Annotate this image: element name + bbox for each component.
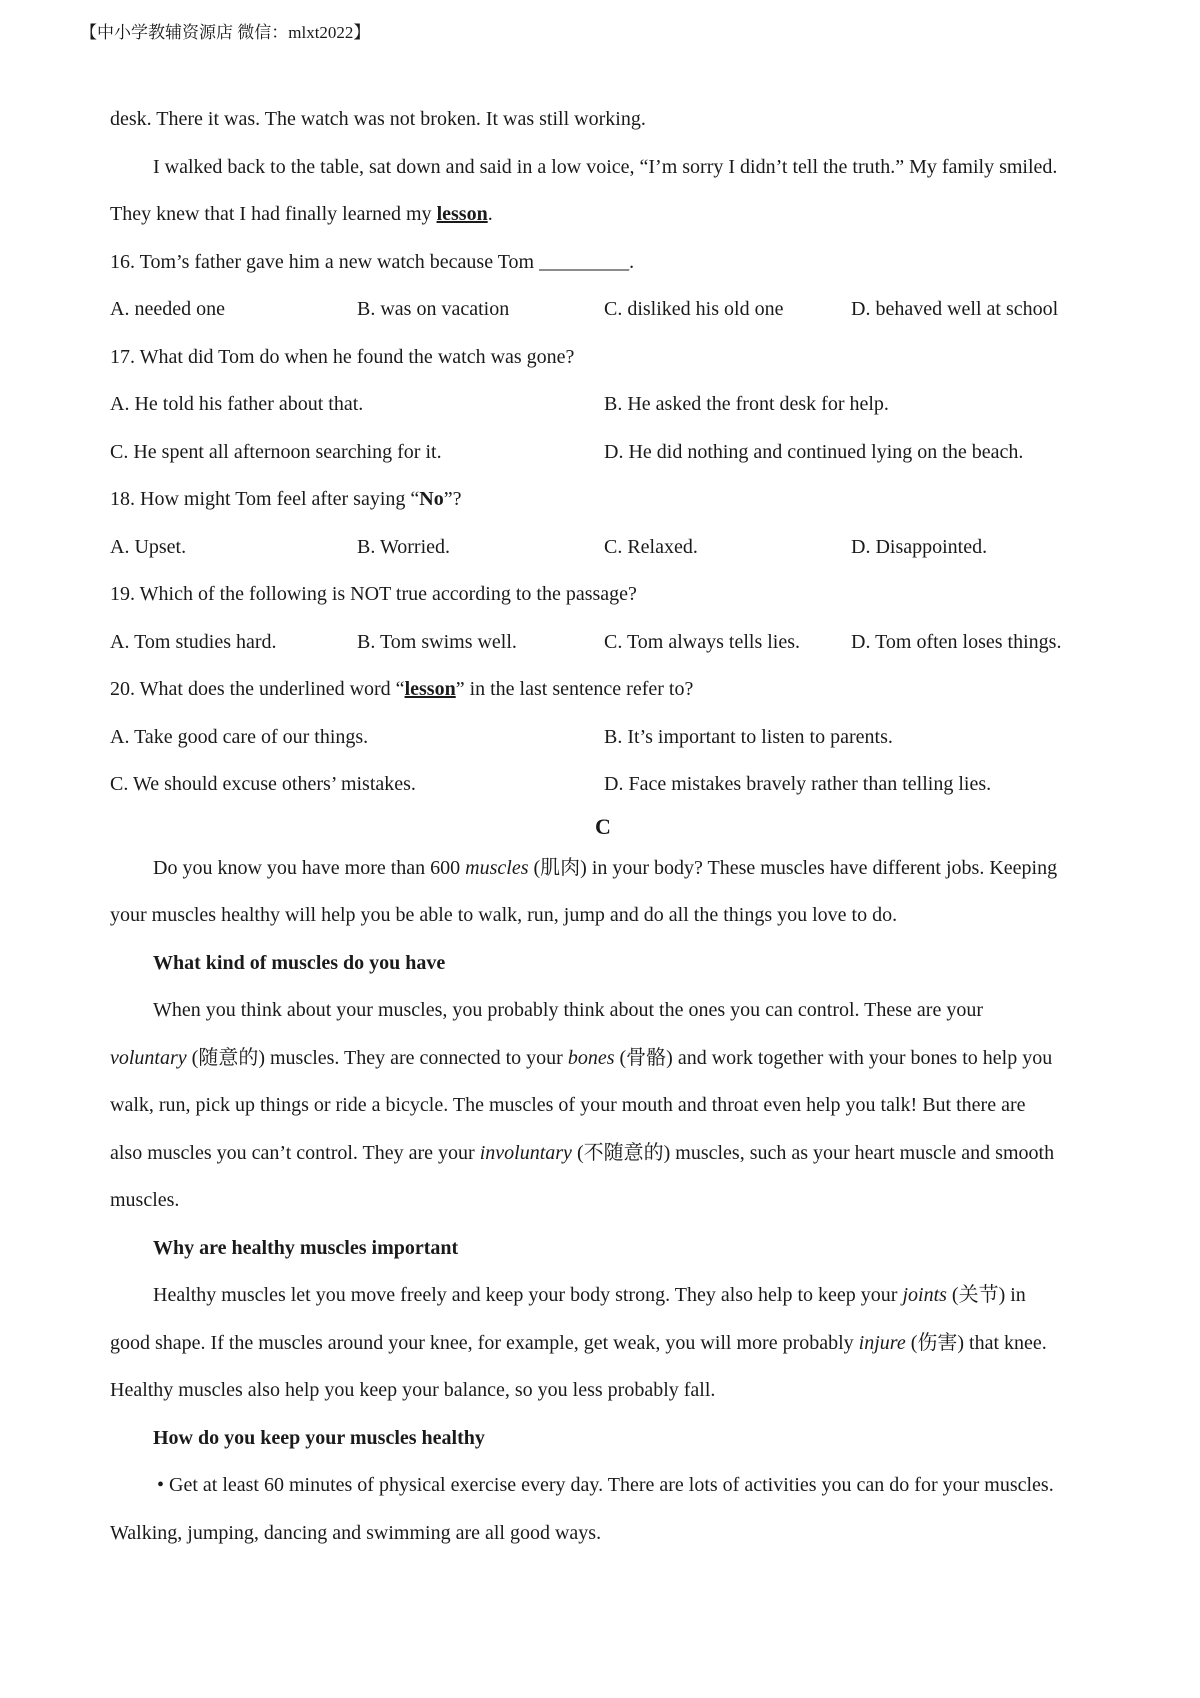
paragraph-line <box>110 1320 1102 1368</box>
question-20-options-row1 <box>110 714 1102 762</box>
paragraph-line: muscles. <box>110 1189 180 1211</box>
option-b: B. He asked the front desk for help. <box>604 393 889 415</box>
page-header: 【中小学教辅资源店 微信：mlxt2022】 <box>80 23 371 42</box>
text-span: (不随意的) muscles, such as your heart muscle and smooth <box>571 1141 1055 1164</box>
text-span: Healthy muscles let you move freely and keep your body strong. They also help to keep your <box>153 1284 903 1306</box>
option-c: C. We should excuse others’ mistakes. <box>110 773 416 795</box>
question-19-stem: 19. Which of the following is NOT true according to the passage? <box>110 583 637 605</box>
option-a: A. Upset. <box>110 535 187 558</box>
option-b: B. It’s important to listen to parents. <box>604 725 893 748</box>
text-span: (随意的) muscles. They are connected to your <box>186 1046 568 1069</box>
italic-term: voluntary <box>110 1046 187 1069</box>
passage-c-intro-line: your muscles healthy will help you be able to walk, run, jump and do all the things you love to do. <box>110 904 898 926</box>
bullet-item-line: • Get at least 60 minutes of physical exercise every day. There are lots of activities you can do for your muscles. <box>157 1474 1054 1496</box>
text-span: (骨骼) and work together with your bones to help you <box>614 1046 1053 1069</box>
text-span: . <box>487 203 493 225</box>
option-d: D. He did nothing and continued lying on the beach. <box>604 440 1024 463</box>
section-heading: What kind of muscles do you have <box>153 951 446 974</box>
question-20-options-row2 <box>110 761 1102 809</box>
text-span: also muscles you can’t control. They are your <box>110 1141 480 1164</box>
bullet-item-line: Walking, jumping, dancing and swimming are all good ways. <box>110 1521 602 1544</box>
section-heading: Why are healthy muscles important <box>153 1236 459 1259</box>
passage-b-paragraph-end: desk. There it was. The watch was not broken. It was still working. <box>110 108 646 130</box>
text-span: Do you know you have more than 600 <box>153 856 466 879</box>
paragraph-line: walk, run, pick up things or ride a bicycle. The muscles of your mouth and throat even help you talk! But there are <box>110 1094 1026 1116</box>
question-18-options <box>110 524 1102 572</box>
option-d: D. Disappointed. <box>851 535 988 558</box>
bold-word-no: No <box>419 488 444 510</box>
text-span: 18. How might Tom feel after saying “ <box>110 488 420 510</box>
passage-b-paragraph-line: I walked back to the table, sat down and said in a low voice, “I’m sorry I didn’t tell the truth.” My family smiled. <box>153 155 1058 178</box>
option-c: C. disliked his old one <box>604 298 784 320</box>
option-a: A. needed one <box>110 298 225 320</box>
section-heading: How do you keep your muscles healthy <box>153 1426 485 1449</box>
option-d: D. Face mistakes bravely rather than telling lies. <box>604 773 992 795</box>
option-c: C. Relaxed. <box>604 535 698 558</box>
question-19-options <box>110 619 1102 667</box>
text-span: ” in the last sentence refer to? <box>455 678 694 700</box>
italic-term: muscles <box>465 856 529 879</box>
paragraph-line: When you think about your muscles, you probably think about the ones you can control. These are your <box>153 999 983 1021</box>
underlined-word-lesson: lesson <box>436 203 488 225</box>
italic-term: injure <box>858 1331 906 1354</box>
text-span: They knew that I had finally learned my <box>110 203 437 225</box>
option-c: C. He spent all afternoon searching for it. <box>110 440 442 463</box>
option-b: B. was on vacation <box>357 298 510 320</box>
passage-c-intro-line <box>110 845 1102 893</box>
paragraph-line <box>110 1272 1102 1320</box>
paragraph-line: Healthy muscles also help you keep your balance, so you less probably fall. <box>110 1379 716 1401</box>
text-span: good shape. If the muscles around your knee, for example, get weak, you will more probably <box>110 1331 859 1354</box>
question-18-stem <box>110 476 1102 524</box>
question-20-stem <box>110 666 1102 714</box>
question-17-options-row1 <box>110 381 1102 429</box>
text-span: 20. What does the underlined word “ <box>110 678 405 700</box>
option-d: D. behaved well at school <box>851 298 1059 320</box>
option-a: A. Take good care of our things. <box>110 725 369 748</box>
question-17-stem: 17. What did Tom do when he found the watch was gone? <box>110 345 575 368</box>
option-d: D. Tom often loses things. <box>851 630 1062 653</box>
italic-term: joints <box>902 1284 947 1306</box>
italic-term: involuntary <box>479 1141 572 1164</box>
text-span: (伤害) that knee. <box>905 1331 1047 1354</box>
underlined-word-lesson: lesson <box>404 678 456 700</box>
text-span: (肌肉) in your body? These muscles have different jobs. Keeping <box>528 856 1058 879</box>
section-letter-c: C <box>595 813 611 839</box>
text-span: ”? <box>443 488 462 510</box>
option-b: B. Tom swims well. <box>357 630 517 653</box>
text-span: (关节) in <box>946 1284 1026 1306</box>
paragraph-line <box>110 1130 1102 1178</box>
question-16-stem: 16. Tom’s father gave him a new watch because Tom _________. <box>110 250 635 273</box>
option-a: A. Tom studies hard. <box>110 630 277 653</box>
paragraph-line <box>110 1035 1102 1083</box>
option-c: C. Tom always tells lies. <box>604 630 800 653</box>
passage-b-paragraph-line <box>110 191 1102 239</box>
option-a: A. He told his father about that. <box>110 393 364 415</box>
italic-term: bones <box>567 1046 615 1069</box>
question-17-options-row2 <box>110 429 1102 477</box>
document-body <box>110 96 1102 1557</box>
question-16-options <box>110 286 1102 334</box>
option-b: B. Worried. <box>357 535 451 558</box>
